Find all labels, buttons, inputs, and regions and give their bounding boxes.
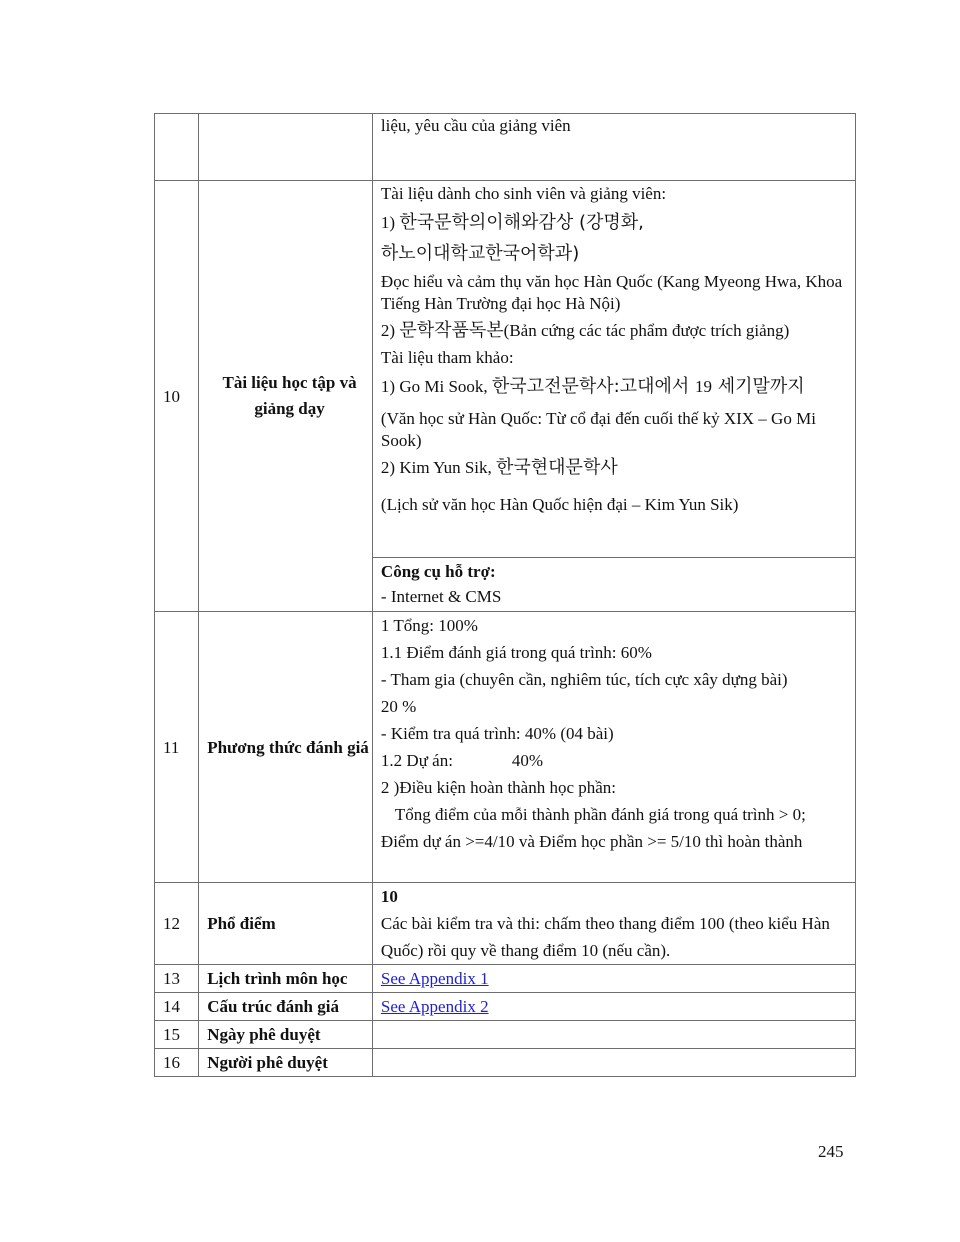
row-label: Ngày phê duyệt — [199, 1021, 373, 1049]
appendix-2-link[interactable]: See Appendix 2 — [380, 997, 489, 1016]
material-1-korean-a: 한국문학의이해와감상 (강명화, — [399, 212, 644, 233]
row-label: Lịch trình môn học — [199, 965, 373, 993]
row-number: 15 — [155, 1021, 199, 1049]
row-label: Phương thức đánh giá — [199, 612, 373, 883]
table-row-11 — [155, 612, 856, 883]
project-label: 1.2 Dự án: — [380, 751, 453, 770]
row-label: Người phê duyệt — [199, 1049, 373, 1077]
project-value: 40% — [511, 751, 544, 770]
table-row-9-continued — [155, 114, 856, 181]
assessment-line: 20 % — [380, 697, 417, 716]
row-label-text: Tài liệu học tập và giảng dạy — [222, 373, 357, 418]
reference-heading: Tài liệu tham khảo: — [380, 348, 514, 367]
table-row-10 — [155, 181, 856, 558]
material-2-vietnamese: (Bản cứng các tác phẩm được trích giảng) — [503, 321, 790, 340]
materials-heading: Tài liệu dành cho sinh viên và giảng viên: — [380, 184, 667, 203]
assessment-line: - Kiểm tra quá trình: 40% (04 bài) — [380, 724, 614, 743]
material-2-prefix: 2) — [380, 321, 400, 340]
row-number: 11 — [155, 612, 199, 883]
approval-date-cell — [372, 1021, 855, 1049]
reference-1-number: 19 — [694, 377, 712, 396]
assessment-line: 1 Tổng: 100% — [380, 616, 478, 635]
reference-2-korean: 한국현대문학사 — [496, 457, 618, 478]
row-label: Cấu trúc đánh giá — [199, 993, 373, 1021]
assessment-line-project — [381, 747, 847, 774]
row-number-cell — [155, 114, 199, 181]
tools-cell — [372, 558, 855, 612]
tools-item: - Internet & CMS — [380, 587, 502, 606]
assessment-line: 2 )Điều kiện hoàn thành học phần: — [380, 778, 617, 797]
material-1-prefix: 1) — [380, 213, 400, 232]
row-label-cell — [199, 114, 373, 181]
row-number: 14 — [155, 993, 199, 1021]
reference-2-prefix: 2) Kim Yun Sik, — [380, 458, 496, 477]
material-1-title — [381, 207, 847, 238]
material-2-title — [381, 317, 847, 344]
grade-scale-value: 10 — [380, 887, 398, 906]
material-1-vietnamese: Đọc hiểu và cảm thụ văn học Hàn Quốc (Kang Myeong Hwa, Khoa Tiếng Hàn Trường đại học Hà Nội) — [380, 272, 843, 313]
tools-heading: Công cụ hỗ trợ: — [380, 562, 496, 581]
continued-text: liệu, yêu cầu của giảng viên — [380, 116, 571, 135]
row-number: 13 — [155, 965, 199, 993]
materials-cell — [372, 181, 855, 558]
reference-1-korean-a: 한국고전문학사:고대에서 — [491, 376, 695, 397]
row-label: Phổ điểm — [199, 883, 373, 965]
table-row-13 — [155, 965, 856, 993]
appendix-1-link[interactable]: See Appendix 1 — [380, 969, 489, 988]
reference-1-vietnamese: (Văn học sử Hàn Quốc: Từ cổ đại đến cuối thế kỷ XIX – Go Mi Sook) — [380, 409, 816, 450]
assessment-line: Tổng điểm của mỗi thành phần đánh giá trong quá trình > 0; Điểm dự án >=4/10 và Điểm học phần >= 5/10 thì hoàn thành — [380, 805, 806, 851]
table-row-15 — [155, 1021, 856, 1049]
reference-1-prefix: 1) Go Mi Sook, — [380, 377, 492, 396]
material-2-korean: 문학작품독본 — [399, 320, 504, 341]
assessment-line: 1.1 Điểm đánh giá trong quá trình: 60% — [380, 643, 652, 662]
assessment-cell — [372, 612, 855, 883]
grade-scale-cell — [372, 883, 855, 965]
row-number: 16 — [155, 1049, 199, 1077]
table-row-14 — [155, 993, 856, 1021]
grade-scale-note: Các bài kiểm tra và thi: chấm theo thang điểm 100 (theo kiểu Hàn Quốc) rồi quy về thang điểm 10 (nếu cần). — [380, 914, 830, 960]
approver-cell — [372, 1049, 855, 1077]
row-number: 12 — [155, 883, 199, 965]
table-row-12 — [155, 883, 856, 965]
row-content-cell — [372, 114, 855, 181]
assessment-line: - Tham gia (chuyên cần, nghiêm túc, tích cực xây dựng bài) — [380, 670, 788, 689]
row-number: 10 — [155, 181, 199, 612]
reference-2-vietnamese: (Lịch sử văn học Hàn Quốc hiện đại – Kim Yun Sik) — [380, 495, 739, 514]
table-row-16 — [155, 1049, 856, 1077]
assessment-structure-cell — [372, 993, 855, 1021]
page-number: 245 — [818, 1142, 844, 1161]
row-label — [199, 181, 373, 612]
reference-1-korean-b: 세기말까지 — [711, 376, 805, 397]
reference-1-title — [381, 371, 847, 402]
syllabus-table — [154, 113, 856, 1077]
schedule-cell — [372, 965, 855, 993]
reference-2-title — [381, 452, 847, 483]
material-1-korean-b: 하노이대학교한국어학과) — [380, 243, 580, 264]
